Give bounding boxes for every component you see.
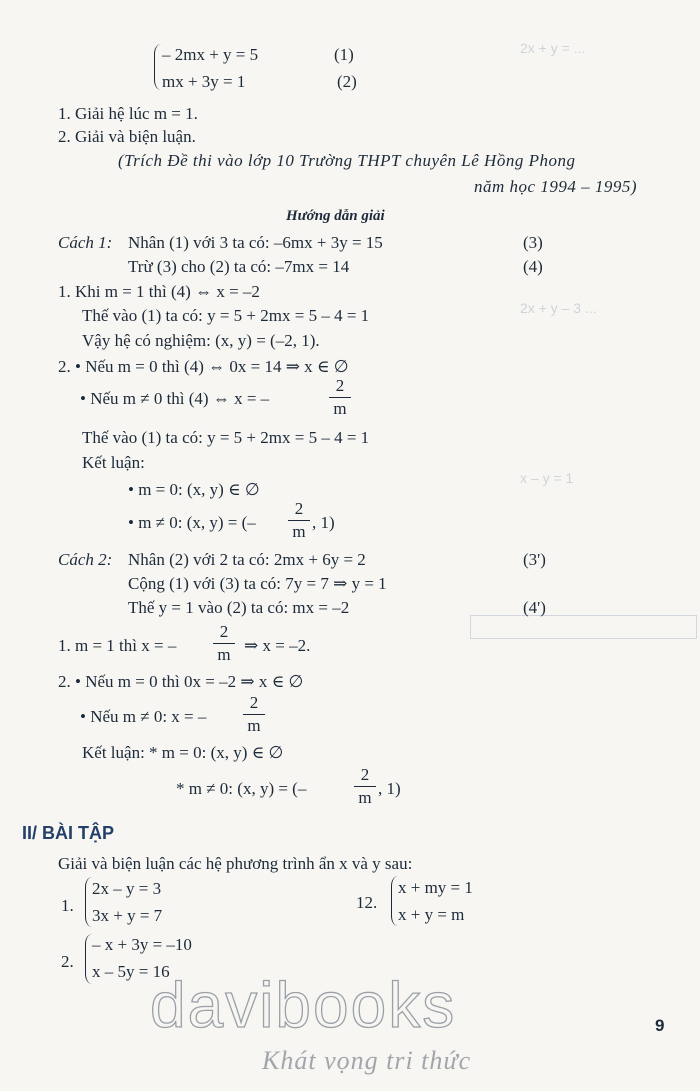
exercise-1-brace [85, 877, 92, 927]
method2-line3-tag: (4') [523, 598, 546, 617]
method1-part1-b: Thế vào (1) ta có: y = 5 + 2mx = 5 – 4 = 1 [82, 306, 370, 325]
method1-part1-c: Vậy hệ có nghiệm: (x, y) = (–2, 1). [82, 331, 320, 350]
method2-part2-a: 2. • Nếu m = 0 thì 0x = –2 ⇒ x ∈ ∅ [58, 672, 304, 691]
method2-part1-post: ⇒ x = –2. [244, 636, 311, 655]
method2-conclusion-2-post: , 1) [378, 779, 401, 798]
section-title: II/ BÀI TẬP [22, 823, 115, 843]
fraction-2-over-m: 2 m [354, 765, 376, 808]
exercise-1-number: 1. [61, 896, 74, 915]
exercise-12-eq-b: x + y = m [398, 905, 465, 924]
citation-line-2: năm học 1994 – 1995) [474, 177, 637, 196]
bleed-through-text: 2x + y = ... [520, 40, 586, 56]
method1-part2-b: • Nếu m ≠ 0 thì (4) ⇔ x = – [80, 389, 270, 408]
method2-line1-tag: (3') [523, 550, 546, 569]
exercise-12-eq-a: x + my = 1 [398, 878, 473, 897]
guide-title: Hướng dẫn giải [286, 208, 385, 224]
system-eq2: mx + 3y = 1 [162, 72, 246, 91]
exercise-2-eq-a: – x + 3y = –10 [92, 935, 192, 954]
system-eq2-tag: (2) [337, 72, 357, 91]
method2-line2: Cộng (1) với (3) ta có: 7y = 7 ⇒ y = 1 [128, 574, 387, 593]
method1-part2-a: 2. • Nếu m = 0 thì (4) ⇔ 0x = 14 ⇒ x ∈ ∅ [58, 357, 349, 376]
method2-part1: 1. m = 1 thì x = – [58, 636, 177, 655]
exercise-1-eq-a: 2x – y = 3 [92, 879, 162, 898]
fraction-2-over-m: 2 m [329, 376, 351, 419]
method1-line1-tag: (3) [523, 233, 543, 252]
method1-part2-c: Thế vào (1) ta có: y = 5 + 2mx = 5 – 4 = 1 [82, 428, 370, 447]
method1-part2-f: • m ≠ 0: (x, y) = (– [128, 513, 256, 532]
exercise-12-number: 12. [356, 893, 378, 912]
system-brace [154, 44, 161, 90]
fraction-2-over-m: 2 m [243, 693, 265, 736]
citation-line-1: (Trích Đề thi vào lớp 10 Trường THPT chuyên Lê Hồng Phong [118, 151, 576, 170]
method2-line3: Thế y = 1 vào (2) ta có: mx = –2 [128, 598, 350, 617]
bleed-through-text: 2x + y – 3 ... [520, 300, 597, 316]
system-eq1: – 2mx + y = 5 [162, 45, 259, 64]
method2-conclusion-1: Kết luận: * m = 0: (x, y) ∈ ∅ [82, 743, 284, 762]
method1-part1-a: 1. Khi m = 1 thì (4) ⇔ x = –2 [58, 282, 260, 301]
method1-part2-d: Kết luận: [82, 453, 145, 472]
method1-line2-tag: (4) [523, 257, 543, 276]
page-number: 9 [655, 1016, 665, 1035]
method2-part2-b: • Nếu m ≠ 0: x = – [80, 707, 207, 726]
watermark-slogan: Khát vọng tri thức [262, 1046, 472, 1075]
exercise-2-eq-b: x – 5y = 16 [92, 962, 170, 981]
method2-line1: Nhân (2) với 2 ta có: 2mx + 6y = 2 [128, 550, 366, 569]
task-2: 2. Giải và biện luận. [58, 127, 196, 146]
fraction-2-over-m: 2 m [288, 499, 310, 542]
method1-line2: Trừ (3) cho (2) ta có: –7mx = 14 [128, 257, 350, 276]
method2-label: Cách 2: [58, 550, 113, 569]
method1-part2-e: • m = 0: (x, y) ∈ ∅ [128, 480, 260, 499]
method1-label: Cách 1: [58, 233, 113, 252]
exercise-2-number: 2. [61, 952, 74, 971]
exercise-12-brace [391, 876, 398, 926]
watermark-brand: davibooks [150, 969, 457, 1041]
exercise-2-brace [85, 934, 92, 984]
section-intro: Giải và biện luận các hệ phương trình ẩn x và y sau: [58, 854, 413, 873]
bleed-through-text: x – y = 1 [520, 470, 574, 486]
bleed-through-box [470, 615, 697, 639]
method2-conclusion-2: * m ≠ 0: (x, y) = (– [176, 779, 307, 798]
system-eq1-tag: (1) [334, 45, 354, 64]
method1-line1: Nhân (1) với 3 ta có: –6mx + 3y = 15 [128, 233, 383, 252]
fraction-2-over-m: 2 m [213, 622, 235, 665]
method1-part2-f-post: , 1) [312, 513, 335, 532]
task-1: 1. Giải hệ lúc m = 1. [58, 104, 198, 123]
exercise-1-eq-b: 3x + y = 7 [92, 906, 163, 925]
